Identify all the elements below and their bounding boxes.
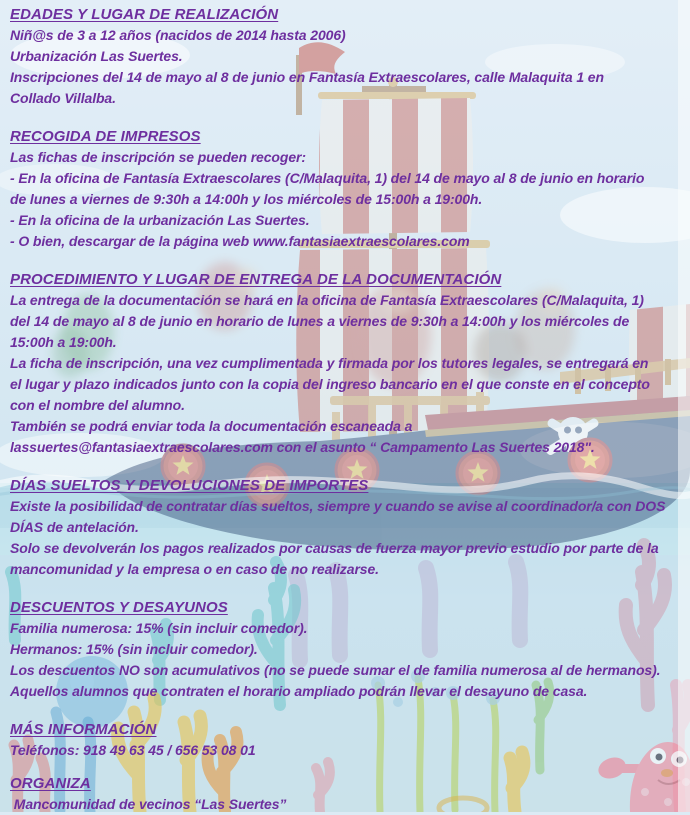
text-line: La ficha de inscripción, una vez cumplimentada y firmada por los tutores legales, se entregará en <box>10 355 649 371</box>
text-line: Aquellos alumnos que contraten el horario ampliado podrán llevar el desayuno de casa. <box>10 683 588 699</box>
text-line: - En la oficina de la urbanización Las Suertes. <box>10 212 310 228</box>
section-recogida <box>10 126 684 252</box>
text-line: Inscripciones del 14 de mayo al 8 de junio en Fantasía Extraescolares, calle Malaquita 1 en <box>10 69 604 85</box>
section-heading: RECOGIDA DE IMPRESOS <box>10 128 201 145</box>
text-line: del 14 de mayo al 8 de junio en horario de lunes a viernes de 9:30h a 14:00h y los miércoles de <box>10 313 630 329</box>
text-line: Collado Villalba. <box>10 90 116 106</box>
text-line: Niñ@s de 3 a 12 años (nacidos de 2014 hasta 2006) <box>10 27 346 43</box>
text-line: de lunes a viernes de 9:30h a 14:00h y los miércoles de 15:00h a 19:00h. <box>10 191 483 207</box>
section-organiza <box>10 773 684 815</box>
section-heading: MÁS INFORMACIÓN <box>10 721 157 738</box>
text-line: Urbanización Las Suertes. <box>10 48 183 64</box>
text-line: mancomunidad y la empresa o en caso de no realizarse. <box>10 561 379 577</box>
text-line: Solo se devolverán los pagos realizados por causas de fuerza mayor previo estudio por parte de la <box>10 540 659 556</box>
website-url-text: - O bien, descargar de la página web www.fantasiaextraescolares.com <box>10 233 470 249</box>
email-address-text: lassuertes@fantasiaextraescolares.com con el asunto “ Campamento Las Suertes 2018". <box>10 439 595 455</box>
section-mas-informacion <box>10 719 684 761</box>
section-heading: PROCEDIMIENTO Y LUGAR DE ENTREGA DE LA DOCUMENTACIÓN <box>10 271 502 288</box>
section-heading: EDADES Y LUGAR DE REALIZACIÓN <box>10 6 279 23</box>
text-line: DÍAS de antelación. <box>10 519 139 535</box>
section-edades <box>10 4 684 109</box>
text-line: Los descuentos NO son acumulativos (no se puede sumar el de familia numerosa al de hermanos). <box>10 662 661 678</box>
text-line: Existe la posibilidad de contratar días sueltos, siempre y cuando se avise al coordinador/a con DOS <box>10 498 666 514</box>
text-line: Familia numerosa: 15% (sin incluir comedor). <box>10 620 308 636</box>
text-line: 15:00h a 19:00h. <box>10 334 117 350</box>
section-heading: DÍAS SUELTOS Y DEVOLUCIONES DE IMPORTES <box>10 477 369 494</box>
section-heading: DESCUENTOS Y DESAYUNOS <box>10 599 228 616</box>
section-procedimiento <box>10 269 684 458</box>
text-line: Hermanos: 15% (sin incluir comedor). <box>10 641 258 657</box>
text-line: el lugar y plazo indicados junto con la copia del ingreso bancario en el que conste en el concepto <box>10 376 650 392</box>
text-line: con el nombre del alumno. <box>10 397 185 413</box>
section-heading: ORGANIZA <box>10 775 91 792</box>
text-line: Mancomunidad de vecinos “Las Suertes” <box>10 796 287 812</box>
text-line: Las fichas de inscripción se pueden recoger: <box>10 149 306 165</box>
phone-numbers-text: Teléfonos: 918 49 63 45 / 656 53 08 01 <box>10 742 256 758</box>
section-descuentos <box>10 597 684 702</box>
text-line: También se podrá enviar toda la documentación escaneada a <box>10 418 413 434</box>
section-dias-sueltos <box>10 475 684 580</box>
text-line: La entrega de la documentación se hará en la oficina de Fantasía Extraescolares (C/Malaquita, 1) <box>10 292 644 308</box>
text-line: - En la oficina de Fantasía Extraescolares (C/Malaquita, 1) del 14 de mayo al 8 de junio en horario <box>10 170 645 186</box>
